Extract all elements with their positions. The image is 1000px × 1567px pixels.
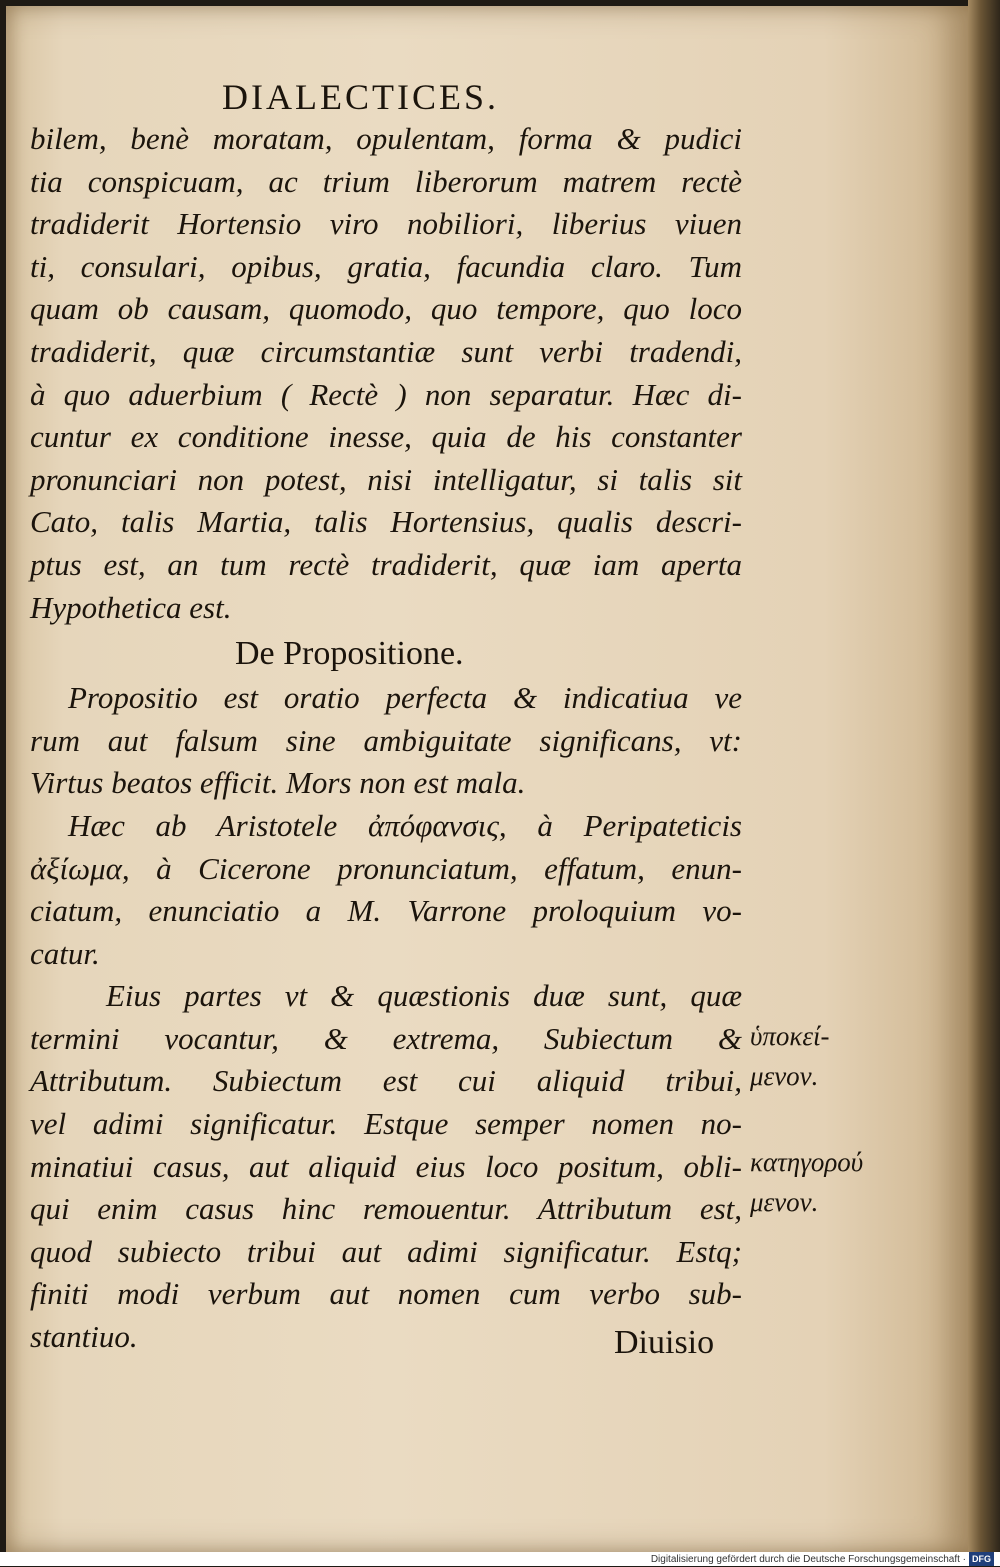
text-line: bilem, benè moratam, opulentam, forma & pudici [30, 121, 742, 156]
text-line: catur. [30, 935, 100, 971]
text-line: finiti modi verbum aut nomen cum verbo sub- [30, 1276, 742, 1312]
book-page [6, 6, 968, 1552]
text-line: cuntur ex conditione inesse, quia de his constanter [30, 419, 742, 455]
text-line: ptus est, an tum rectè tradiderit, quæ iam aperta [30, 546, 742, 582]
text-line: Attributum. Subiectum est cui aliquid tribui, [30, 1063, 742, 1099]
text-line: ti, consulari, opibus, gratia, facundia claro. Tum [30, 248, 742, 284]
text-line: qui enim casus hinc remouentur. Attributum est, [30, 1191, 742, 1227]
section-paragraphs [30, 677, 742, 1359]
text-line: rum aut falsum sine ambiguitate significans, vt: [30, 722, 742, 758]
footer-bar [0, 1552, 1000, 1566]
text-line: tia conspicuam, ac trium liberorum matrem rectè [30, 163, 742, 199]
text-line: Hæc ab Aristotele ἀπόφανσις, à Peripateticis [68, 807, 742, 843]
margin-note-attributum [750, 1142, 863, 1222]
text-line: Virtus beatos efficit. Mors non est mala. [30, 765, 526, 801]
text-line: Cato, talis Martia, talis Hortensius, qualis descri- [30, 504, 742, 540]
text-line: minatiui casus, aut aliquid eius loco positum, obli- [30, 1148, 742, 1184]
text-line: stantiuo. [30, 1319, 138, 1355]
text-line: ἀξίωμα, à Cicerone pronunciatum, effatum, enun- [30, 850, 742, 886]
text-line: pronunciari non potest, nisi intelligatur, si talis sit [30, 461, 742, 497]
text-line: Propositio est oratio perfecta & indicatiua ve [68, 680, 742, 716]
running-title: DIALECTICES. [222, 77, 499, 117]
footer-text: Digitalisierung gefördert durch die Deutsche Forschungsgemeinschaft · [650, 1554, 966, 1565]
page-edge [968, 0, 1000, 1552]
body-paragraph [30, 118, 742, 629]
margin-note-subiectum [750, 1016, 830, 1096]
text-line: tradiderit Hortensio viro nobiliori, liberius viuen [30, 206, 742, 242]
text-line: ciatum, enunciatio a M. Varrone proloquium vo- [30, 893, 742, 929]
dfg-logo: DFG [969, 1552, 994, 1566]
catchword: Diuisio [614, 1324, 715, 1361]
text-line: Hypothetica est. [30, 589, 232, 625]
margin-note-line: ὑποκεί- [750, 1021, 830, 1051]
text-line: quam ob causam, quomodo, quo tempore, quo loco [30, 291, 742, 327]
text-line: vel adimi significatur. Estque semper nomen no- [30, 1106, 742, 1142]
main-text-block [30, 118, 742, 1359]
margin-note-line: μενον. [750, 1061, 819, 1091]
margin-note-line: κατηγορού [750, 1147, 864, 1177]
section-title: De Propositione. [235, 635, 464, 673]
text-line: tradiderit, quæ circumstantiæ sunt verbi tradendi, [30, 333, 742, 369]
text-line: Eius partes vt & quæstionis duæ sunt, quæ [106, 978, 742, 1014]
text-line: à quo aduerbium ( Rectè ) non separatur. Hæc di- [30, 376, 742, 412]
text-line: termini vocantur, & extrema, Subiectum & [30, 1020, 742, 1056]
margin-note-line: μενον. [750, 1187, 819, 1217]
text-line: quod subiecto tribui aut adimi significatur. Estq; [30, 1233, 742, 1269]
